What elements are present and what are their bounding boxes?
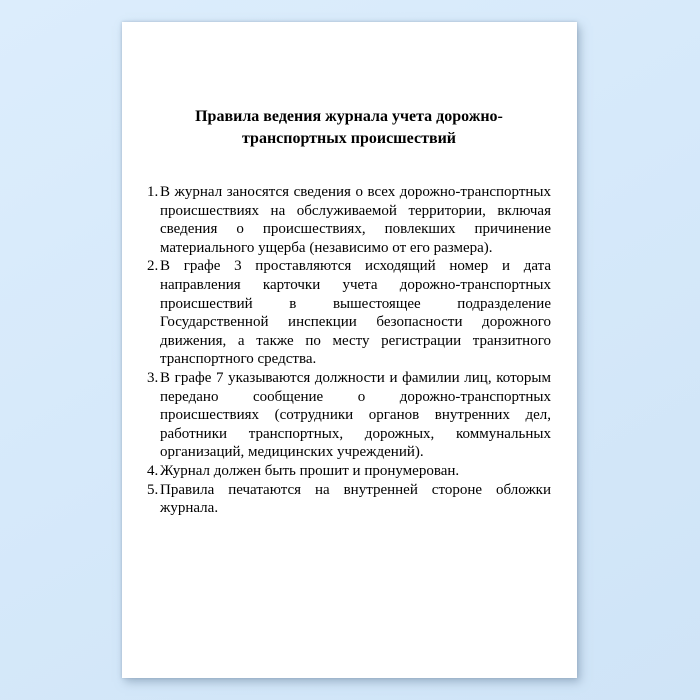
list-item-number: 4. — [147, 462, 159, 479]
list-item — [147, 369, 551, 462]
document-title: Правила ведения журнала учета дорожно-транспортных происшествий — [195, 108, 503, 147]
list-item-text: В журнал заносятся сведения о всех дорожно-транспортных происшествиях на обслуживаемой территории, включая сведения о происшествиях, повлекших причинение материального ущерба (независимо от его размера). — [160, 184, 551, 256]
list-item-number: 2. — [147, 258, 159, 275]
list-item — [147, 462, 551, 481]
document-content — [122, 22, 577, 518]
list-item-text: В графе 3 проставляются исходящий номер и дата направления карточки учета дорожно-транспортных происшествий в вышестоящее подразделение Государственной инспекции безопасности дорожного движения, а также по месту регистрации транзитного транспортного средства. — [160, 258, 551, 368]
list-item-text: В графе 7 указываются должности и фамилии лиц, которым передано сообщение о дорожно-транспортных происшествиях (сотрудники органов внутренних дел, работники транспортных, дорожных, коммунальных организаций, медицинских учреждений). — [160, 369, 551, 461]
list-item-number: 3. — [147, 369, 159, 386]
list-item — [147, 481, 551, 518]
rules-list — [147, 183, 551, 518]
document-page — [122, 22, 577, 678]
list-item — [147, 183, 551, 257]
list-item-text: Правила печатаются на внутренней стороне обложки журнала. — [160, 481, 551, 517]
list-item-number: 5. — [147, 481, 159, 498]
list-item — [147, 257, 551, 369]
list-item-number: 1. — [147, 184, 159, 200]
list-item-text: Журнал должен быть прошит и пронумерован. — [160, 462, 460, 479]
